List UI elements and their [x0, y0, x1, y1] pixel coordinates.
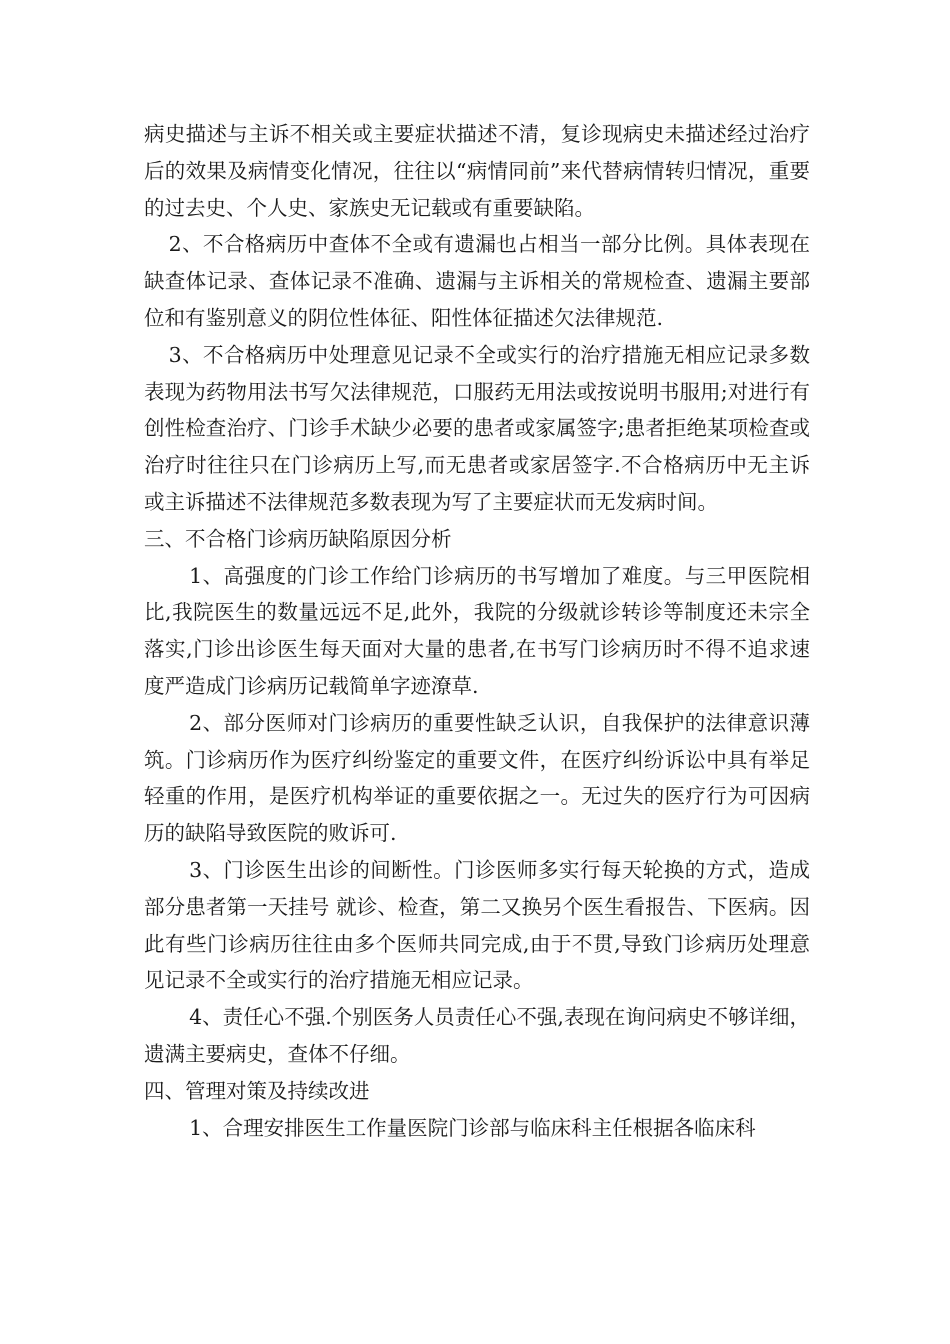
- paragraph-physical-exam: 2、不合格病历中查体不全或有遗漏也占相当一部分比例。具体表现在缺查体记录、查体记录不准确、遗漏与主诉相关的常规检查、遗漏主要部位和有鉴别意义的阴位性体征、阳性体征描述欠法律规范.: [144, 232, 810, 330]
- paragraph-treatment-records: 3、不合格病历中处理意见记录不全或实行的治疗措施无相应记录多数表现为药物用法书写欠法律规范，口服药无用法或按说明书服用;对进行有创性检查治疗、门诊手术缺少必要的患者或家属签字;患者拒绝某项检查或治疗时往往只在门诊病历上写,而无患者或家居签字.不合格病历中无主诉或主诉描述不法律规范多数表现为写了主要症状而无发病时间。: [144, 342, 810, 514]
- section-heading-cause-analysis: 三、不合格门诊病历缺陷原因分析: [144, 526, 452, 551]
- paragraph-responsibility: 4、责任心不强.个别医务人员责任心不强,表现在询问病史不够详细，遗满主要病史，查体不仔细。: [144, 1005, 810, 1066]
- paragraph-intermittency: 3、门诊医生出诊的间断性。门诊医师多实行每天轮换的方式，造成部分患者第一天挂号 就诊、检查，第二又换另个医生看报告、下医病。因此有些门诊病历往往由多个医师共同完成,由于不贯,导致门诊病历处理意见记录不全或实行的治疗措施无相应记录。: [144, 857, 810, 993]
- paragraph-workload: 1、高强度的门诊工作给门诊病历的书写增加了难度。与三甲医院相比,我院医生的数量远远不足,此外，我院的分级就诊转诊等制度还未宗全落实,门诊出诊医生每天面对大量的患者,在书写门诊病历时不得不追求速度严造成门诊病历记载简单字迹潦草.: [144, 563, 810, 698]
- section-heading-management: 四、管理对策及持续改进: [144, 1078, 370, 1103]
- paragraph-awareness: 2、部分医师对门诊病历的重要性缺乏认识，自我保护的法律意识薄筑。门诊病历作为医疗纠纷鉴定的重要文件，在医疗纠纷诉讼中具有举足轻重的作用，是医疗机构举证的重要依据之一。无过失的医疗行为可因病历的缺陷导致医院的败诉可.: [144, 710, 810, 846]
- paragraph-history-description: 病史描述与主诉不相关或主要症状描述不清，复诊现病史未描述经过治疗后的效果及病情变化情况，往往以“病情同前”来代替病情转归情况，重要的过去史、个人史、家族史无记载或有重要缺陷。: [144, 122, 810, 220]
- paragraph-workload-arrangement: 1、合理安排医生工作量医院门诊部与临床科主任根据各临床科: [189, 1115, 756, 1140]
